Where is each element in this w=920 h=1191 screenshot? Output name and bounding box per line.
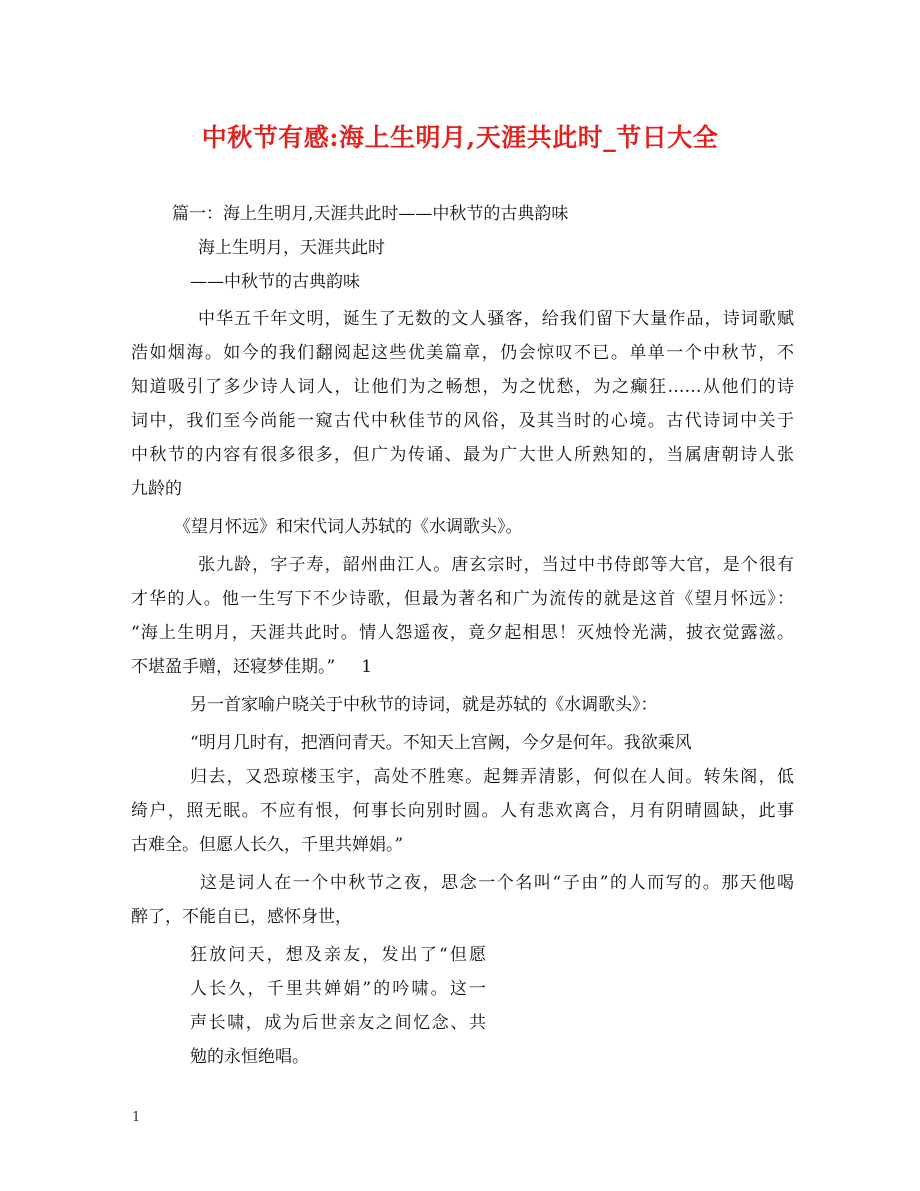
subtitle-line-1: 海上生明月，天涯共此时 [198, 238, 385, 258]
document-title: 中秋节有感:海上生明月,天涯共此时_节日大全 [201, 123, 719, 152]
page-number: 1 [132, 1110, 141, 1125]
paragraph-line: 才华的人。他一生写下不少诗歌，但最为著名和广为流传的就是这首《望月怀远》： [131, 589, 794, 609]
paragraph-line: 知道吸引了多少诗人词人，让他们为之畅想，为之忧愁，为之癫狂……从他们的诗 [131, 377, 794, 397]
poem-ending: 不堪盈手赠，还寝梦佳期。” [131, 657, 336, 677]
paragraph-line: 张九龄，字子寿，韶州曲江人。唐玄宗时，当过中书侍郎等大官，是个很有 [198, 555, 794, 575]
paragraph-line: “海上生明月，天涯共此时。情人怨遥夜，竟夕起相思！灭烛怜光满，披衣觉露滋。 [131, 623, 794, 643]
subtitle-line-2: ——中秋节的古典韵味 [190, 272, 360, 292]
paragraph-line [131, 655, 372, 679]
paragraph-line: 中秋节的内容有很多很多，但广为传诵、最为广大世人所熟知的，当属唐朝诗人张 [131, 445, 794, 465]
paragraph-line: 另一首家喻户晓关于中秋节的诗词，就是苏轼的《水调歌头》： [190, 695, 658, 715]
paragraph-line: 人长久，千里共婵娟”的吟啸。这一 [190, 979, 486, 999]
paragraph-line: 归去，又恐琼楼玉宇，高处不胜寒。起舞弄清影，何似在人间。转朱阁，低 [190, 767, 794, 787]
paragraph-line: 《望月怀远》和宋代词人苏轼的《水调歌头》。 [174, 517, 523, 537]
footnote-mark: 1 [361, 657, 373, 677]
paragraph-line: 醉了，不能自已，感怀身世， [131, 907, 352, 927]
paragraph-line: 勉的永恒绝唱。 [190, 1047, 309, 1067]
paragraph-line: 狂放问天，想及亲友，发出了“但愿 [190, 945, 486, 965]
paragraph-line: 九龄的 [131, 479, 182, 499]
paragraph-line: 浩如烟海。如今的我们翻阅起这些优美篇章，仍会惊叹不已。单单一个中秋节，不 [131, 343, 794, 363]
paragraph-line: 词中，我们至今尚能一窥古代中秋佳节的风俗，及其当时的心境。古代诗词中关于 [131, 411, 794, 431]
section-heading: 篇一：海上生明月,天涯共此时——中秋节的古典韵味 [172, 204, 569, 224]
paragraph-line: 绮户，照无眠。不应有恨，何事长向别时圆。人有悲欢离合，月有阴晴圆缺，此事 [131, 801, 794, 821]
paragraph-line: 声长啸，成为后世亲友之间忆念、共 [190, 1013, 486, 1033]
paragraph-line: 古难全。但愿人长久，千里共婵娟。” [131, 835, 404, 855]
paragraph-line: 这是词人在一个中秋节之夜，思念一个名叫“子由”的人而写的。那天他喝 [200, 873, 794, 893]
paragraph-line: 中华五千年文明，诞生了无数的文人骚客，给我们留下大量作品，诗词歌赋 [198, 309, 794, 329]
paragraph-line: “明月几时有，把酒问青天。不知天上宫阙，今夕是何年。我欲乘风 [190, 733, 692, 753]
